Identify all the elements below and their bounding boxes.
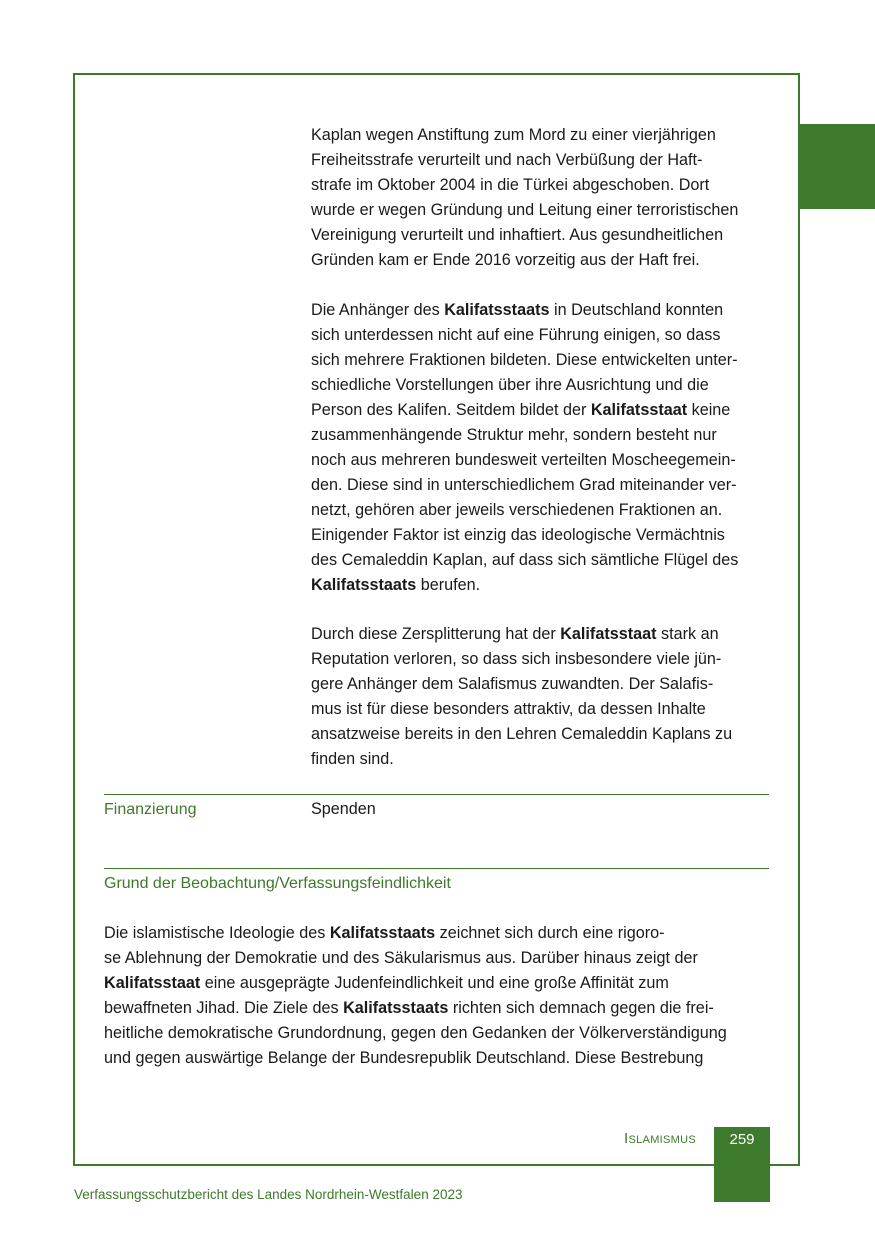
section-divider [104,868,769,869]
bold-term: Kalifatsstaats [444,301,550,319]
bold-term: Kalifatsstaat [590,401,688,419]
paragraph-factions: Die Anhänger des Kalifatsstaats in Deutschland konnten sich unterdessen nicht auf eine Führung einigen, so dass sich mehrere Fraktionen bildeten. Diese entwickelten unter- schiedliche Vorstellungen über ihre Ausrichtung und die Person des Kalifen. Seitdem bildet der Kalifatsstaat keine zusammenhängende Struktur mehr, sondern besteht nur noch aus mehreren bundesweit verteilten Moscheegemein- den. Diese sind in unterschiedlichem Grad miteinander ver- netzt, gehören aber jeweils verschiedenen Fraktionen an. Einigender Faktor ist einzig das ideologische Vermächtnis des Cemaleddin Kaplan, auf dass sich sämtliche Flügel des Kalifatsstaats berufen. [311,301,739,594]
page-number: 259 [729,1131,755,1148]
bold-term: Kalifatsstaat [104,974,201,992]
grund-heading: Grund der Beobachtung/Verfassungsfeindlichkeit [104,875,451,892]
section-divider [104,794,769,795]
paragraph-fragmentation: Durch diese Zersplitterung hat der Kalifatsstaat stark an Reputation verloren, so dass sich insbesondere viele jün- gere Anhänger dem Salafismus zuwandten. Der Salafis- mus ist für diese besonders attraktiv, da dessen Inhalte ansatzweise bereits in den Lehren Cemaleddin Kaplans zu finden sind. [311,625,733,768]
chapter-tab-marker [799,124,875,209]
page-number-box [714,1127,770,1202]
running-section-name: Islamismus [624,1130,696,1147]
bold-term: Kalifatsstaats [343,999,449,1017]
bold-term: Kalifatsstaat [560,625,657,643]
paragraph-kaplan-verdict: Kaplan wegen Anstiftung zum Mord zu einer vierjährigen Freiheitsstrafe verurteilt und nach Verbüßung der Haft- strafe im Oktober 2004 in die Türkei abgeschoben. Dort wurde er wegen Gründung und Leitung einer terroristischen Vereinigung verurteilt und inhaftiert. Aus gesundheitlichen Gründen kam er Ende 2016 vorzeitig aus der Haft frei. [311,126,739,269]
bold-term: Kalifatsstaats [329,924,436,942]
financing-label: Finanzierung [104,801,197,818]
bold-term: Kalifatsstaats [311,576,417,594]
paragraph-ideology: Die islamistische Ideologie des Kalifatsstaats zeichnet sich durch eine rigoro- se Ablehnung der Demokratie und des Säkularismus aus. Darüber hinaus zeigt der Kalifatsstaat eine ausgeprägte Judenfeindlichkeit und eine große Affinität zum bewaffneten Jihad. Die Ziele des Kalifatsstaats richten sich demnach gegen die frei- heitliche demokratische Grundordnung, gegen den Gedanken der Völkerverständigung und gegen auswärtige Belange der Bundesrepublik Deutschland. Diese Bestrebung [104,924,727,1067]
publication-footer: Verfassungsschutzbericht des Landes Nordrhein-Westfalen 2023 [74,1187,463,1202]
financing-value: Spenden [311,800,376,818]
